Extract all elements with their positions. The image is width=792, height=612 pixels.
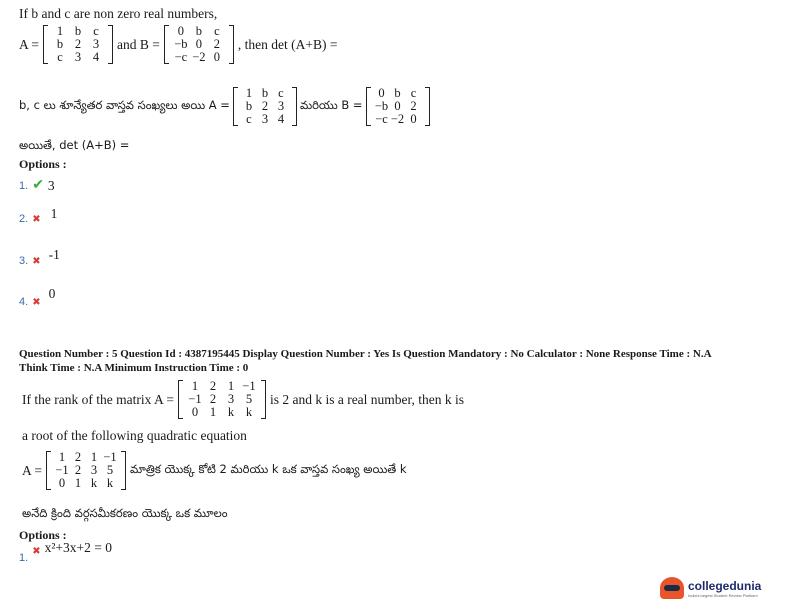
option-value: 3	[47, 177, 55, 193]
q5-header-line1: Question Number : 5 Question Id : 4387195445 Display Question Number : Yes Is Question Mandatory : No Calculator : None Response Time : N.A	[19, 348, 712, 360]
wrong-cross-icon: ✖	[32, 546, 41, 557]
q4-te-line1: b, c లు శూన్యేతర వాస్తవ సంఖ్యలు అయి A =	[19, 98, 230, 112]
wrong-cross-icon: ✖	[32, 255, 41, 267]
q4-statement-te	[19, 87, 430, 126]
option-number: 4.	[19, 296, 29, 308]
q5-statement-te	[22, 451, 407, 490]
option-value: x²+3x+2 = 0	[44, 540, 112, 555]
q5-statement-en	[22, 380, 464, 419]
q4-statement-en	[19, 25, 337, 64]
q4-intro-en: If b and c are non zero real numbers,	[19, 6, 218, 21]
q5-en-pre: If the rank of the matrix A =	[22, 391, 174, 407]
q4-a-label: A =	[19, 36, 39, 52]
q5-te-line2: అనేది క్రింది వర్గసమీకరణం యొక్క ఒక మూలం	[22, 506, 228, 520]
q4-te-matrix-b: 0 b c −b 0 2 −c −2 0	[366, 87, 430, 126]
option-value: -1	[48, 247, 60, 262]
graduation-cap-icon	[660, 577, 684, 599]
q4-te-then: అయితే, det (A+B) =	[19, 138, 130, 152]
q4-te-and-b: మరియు B =	[299, 98, 363, 112]
q5-header-line2: Think Time : N.A Minimum Instruction Time : 0	[19, 362, 249, 374]
logo-text: collegedunia	[688, 578, 762, 593]
q4-option-3[interactable]	[19, 247, 60, 269]
option-value: 1	[50, 206, 58, 221]
wrong-cross-icon: ✖	[32, 213, 41, 225]
q5-te-post: మాత్రిక యొక్క కోటి 2 మరియు k ఒక వాస్తవ సంఖ్య అయితే k	[130, 462, 407, 476]
q4-then: , then det (A+B) =	[237, 36, 338, 52]
q4-and-b: and B =	[117, 36, 160, 52]
collegedunia-logo	[660, 577, 761, 599]
q4-option-4[interactable]	[19, 286, 56, 310]
option-number: 2.	[19, 213, 29, 225]
q5-en-post: is 2 and k is a real number, then k is	[269, 391, 464, 407]
q4-matrix-a: 1 b c b 2 3 c 3 4	[43, 25, 113, 64]
q5-option-1[interactable]	[19, 540, 112, 565]
wrong-cross-icon: ✖	[32, 296, 41, 308]
option-value: 0	[48, 286, 56, 301]
q5-te-a: A =	[22, 462, 42, 478]
option-number: 1.	[19, 179, 29, 192]
q5-options-label: Options :	[19, 528, 67, 542]
q5-matrix: 1 2 1 −1 −1 2 3 5 0 1 k k	[178, 380, 266, 419]
q4-options-label: Options :	[19, 157, 67, 171]
q4-matrix-b: 0 b c −b 0 2 −c −2 0	[164, 25, 234, 64]
q4-option-2[interactable]	[19, 206, 58, 227]
q4-te-matrix-a: 1 b c b 2 3 c 3 4	[233, 87, 297, 126]
logo-tagline: India's largest Student Review Platform	[688, 592, 758, 598]
q5-te-matrix: 1 2 1 −1 −1 2 3 5 0 1 k k	[46, 451, 126, 490]
q4-option-1[interactable]	[19, 177, 55, 194]
option-number: 3.	[19, 255, 29, 267]
correct-check-icon: ✔	[32, 178, 44, 193]
q5-en-line2: a root of the following quadratic equation	[22, 428, 247, 443]
option-number: 1.	[19, 552, 29, 564]
